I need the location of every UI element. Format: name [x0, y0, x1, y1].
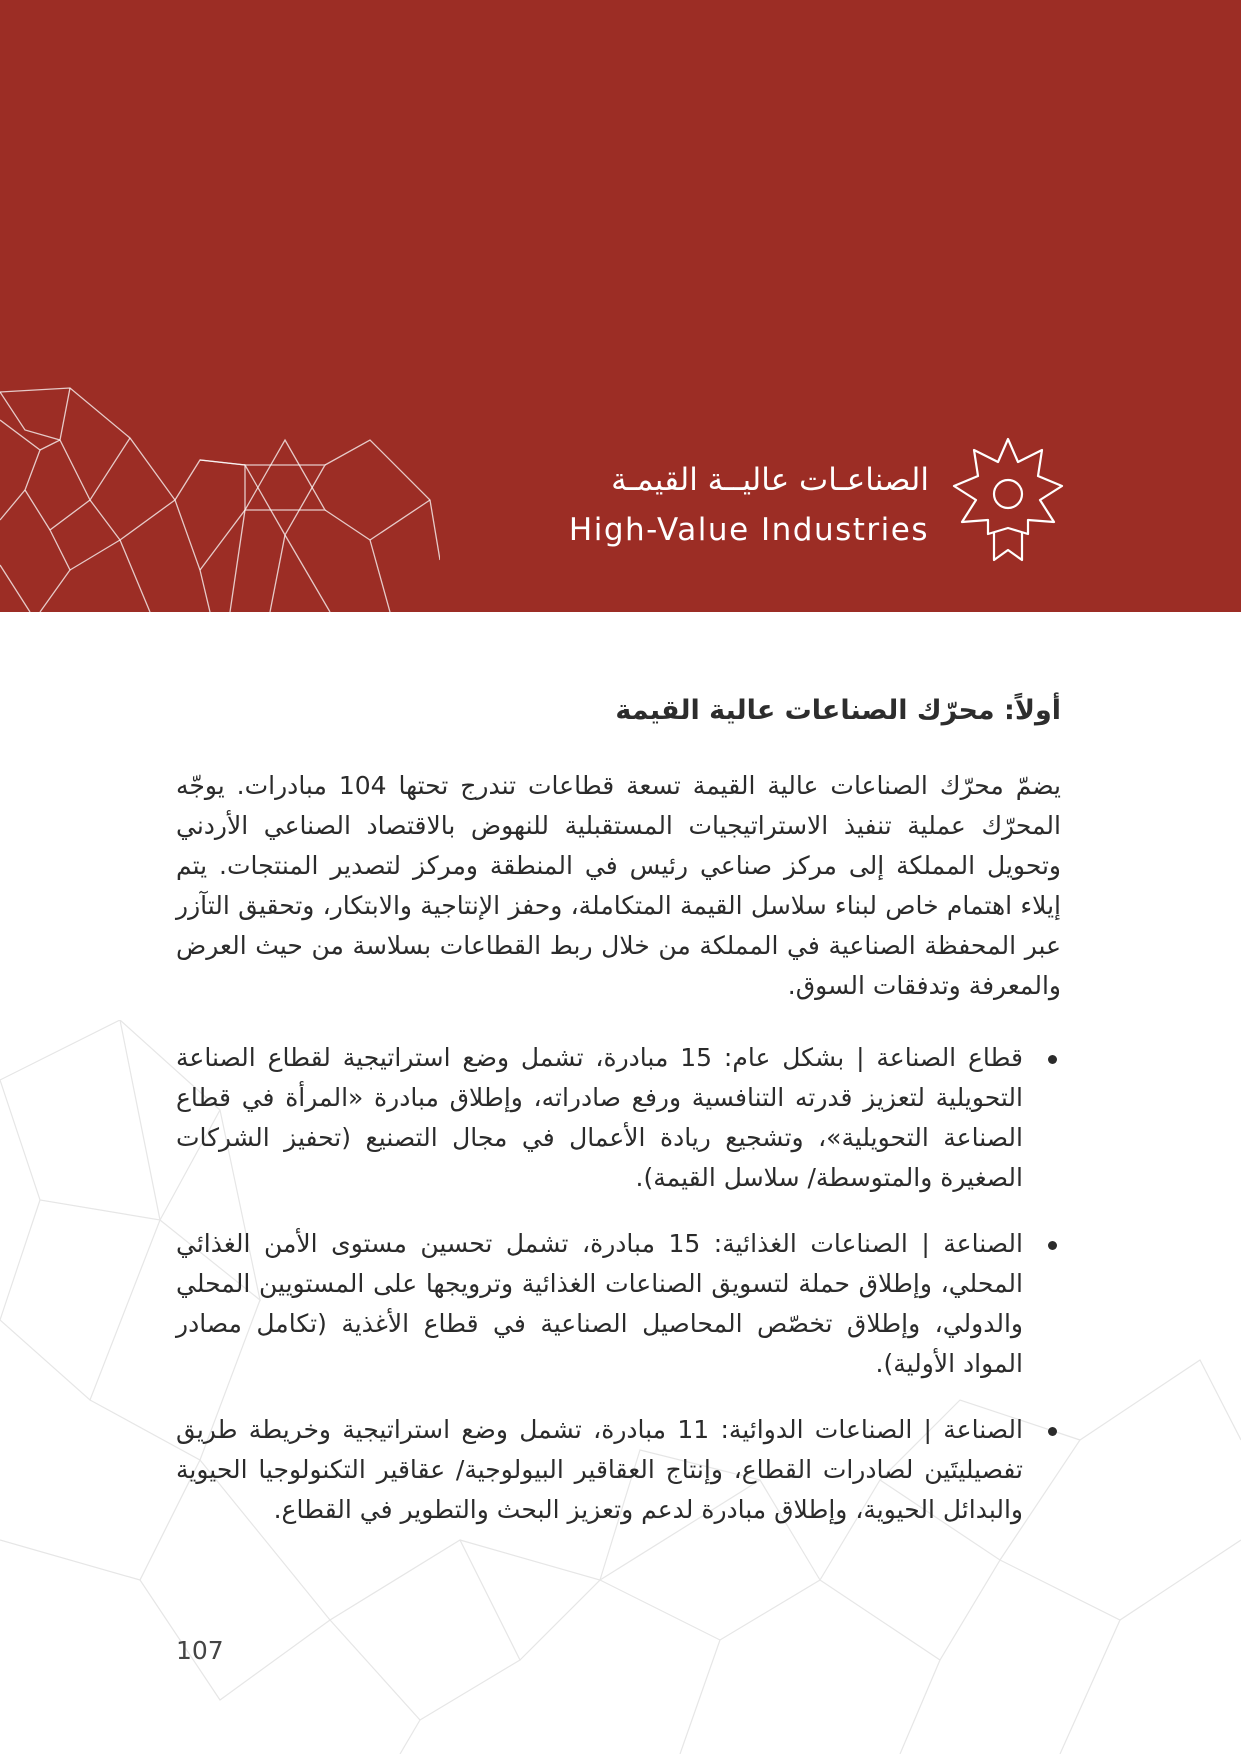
star-seal-icon: [952, 436, 1064, 566]
list-item: [176, 1038, 1061, 1198]
main-content: [176, 695, 1061, 1556]
bullet-icon: [1048, 1055, 1057, 1064]
list-item-text: الصناعة | الصناعات الغذائية: 15 مبادرة، تشمل تحسين مستوى الأمن الغذائي المحلي، وإطلاق حملة لتسويق الصناعات الغذائية وترويجها على المستويين المحلي والدولي، وإطلاق تخصّص المحاصيل الصناعية في قطاع الأغذية (تكامل مصادر المواد الأولية).: [176, 1229, 1023, 1378]
list-item-text: قطاع الصناعة | بشكل عام: 15 مبادرة، تشمل وضع استراتيجية لقطاع الصناعة التحويلية لتعزيز قدرته التنافسية ورفع صادراته، وإطلاق مبادرة «المرأة في قطاع الصناعة التحويلية»، وتشجيع ريادة الأعمال في مجال التصنيع (تحفيز الشركات الصغيرة والمتوسطة/ سلاسل القيمة).: [176, 1043, 1024, 1192]
list-item: [176, 1224, 1061, 1384]
title-english: High-Value Industries: [568, 512, 929, 548]
list-item-text: الصناعة | الصناعات الدوائية: 11 مبادرة، تشمل وضع استراتيجية وخريطة طريق تفصيليتَين لصادرات القطاع، وإنتاج العقاقير البيولوجية/ عقاقير التكنولوجيا الحيوية والبدائل الحيوية، وإطلاق مبادرة لدعم وتعزيز البحث والتطوير في القطاع.: [176, 1415, 1023, 1524]
page-number: 107: [176, 1636, 224, 1665]
section-heading: أولاً: محرّك الصناعات عالية القيمة: [615, 695, 1061, 726]
geometric-pattern-decoration: [0, 380, 440, 612]
header-banner: [0, 0, 1241, 612]
intro-paragraph: يضمّ محرّك الصناعات عالية القيمة تسعة قطاعات تندرج تحتها 104 مبادرات. يوجّه المحرّك عملية تنفيذ الاستراتيجيات المستقبلية للنهوض بالاقتصاد الصناعي الأردني وتحويل المملكة إلى مركز صناعي رئيس في المنطقة ومركز لتصدير المنتجات. يتم إيلاء اهتمام خاص لبناء سلاسل القيمة المتكاملة، وحفز الإنتاجية والابتكار، وتحقيق التآزر عبر المحفظة الصناعية في المملكة من خلال ربط القطاعات بسلاسة من حيث العرض والمعرفة وتدفقات السوق.: [176, 771, 1061, 1000]
bullet-icon: [1048, 1427, 1057, 1436]
bullet-icon: [1048, 1241, 1057, 1250]
list-item: [176, 1410, 1061, 1530]
initiatives-list: [176, 1038, 1061, 1530]
title-arabic: الصناعـات عاليــة القيمـة: [611, 462, 929, 498]
